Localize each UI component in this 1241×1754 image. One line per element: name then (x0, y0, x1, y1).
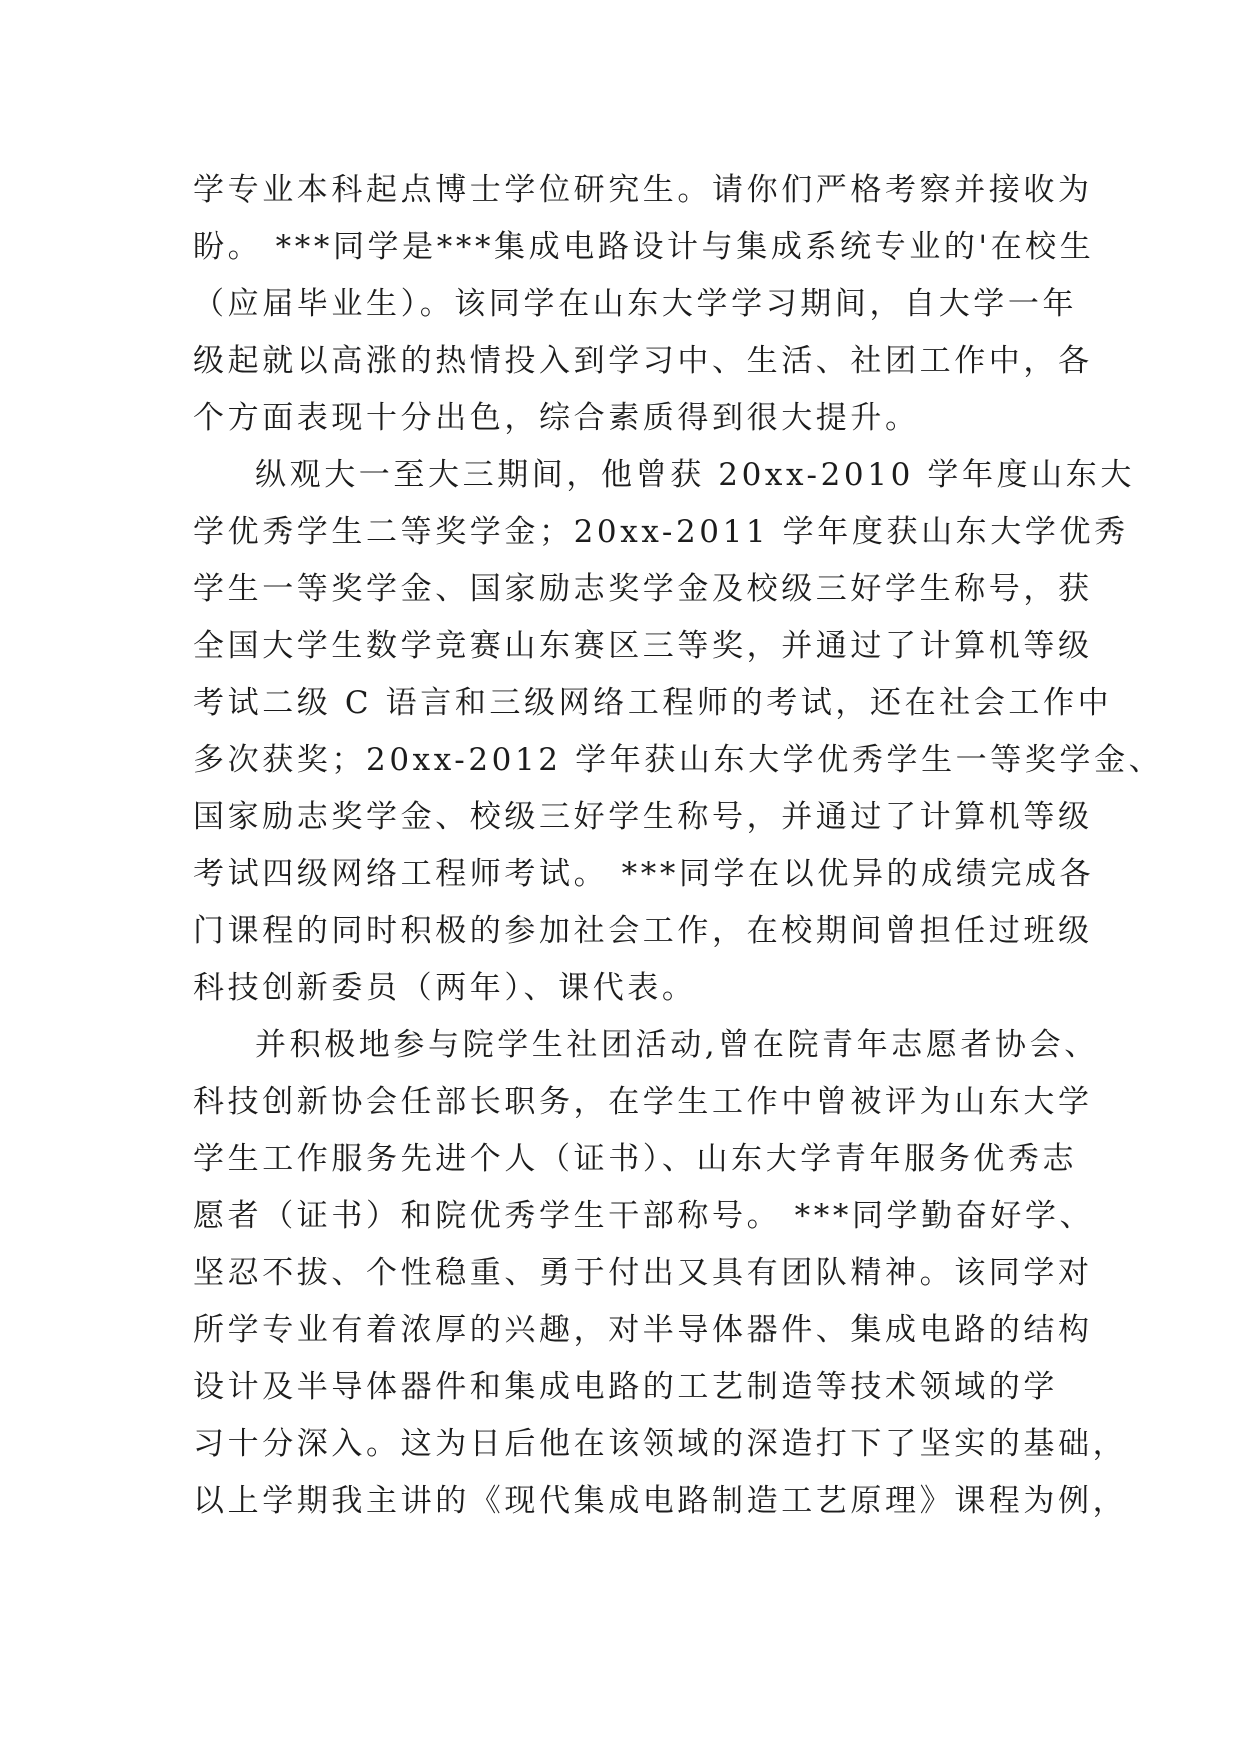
text-line: 愿者（证书）和院优秀学生干部称号。 ***同学勤奋好学、 (193, 1198, 1095, 1234)
text-line: 级起就以高涨的热情投入到学习中、生活、社团工作中，各 (193, 343, 1093, 379)
text-line: 考试四级网络工程师考试。 ***同学在以优异的成绩完成各 (193, 856, 1095, 892)
document-body (193, 162, 1164, 1530)
text-line: 学优秀学生二等奖学金；20xx-2011 学年度获山东大学优秀 (193, 514, 1129, 550)
text-line: 设计及半导体器件和集成电路的工艺制造等技术领域的学 (193, 1369, 1058, 1405)
text-line: 多次获奖；20xx-2012 学年获山东大学优秀学生一等奖学金、 (193, 742, 1164, 778)
text-line: 国家励志奖学金、校级三好学生称号，并通过了计算机等级 (193, 799, 1093, 835)
text-line: 学生工作服务先进个人（证书）、山东大学青年服务优秀志 (193, 1141, 1078, 1177)
text-line: 学生一等奖学金、国家励志奖学金及校级三好学生称号，获 (193, 571, 1093, 607)
text-line: 科技创新委员（两年）、课代表。 (193, 970, 697, 1006)
paragraph-start-line: 纵观大一至大三期间，他曾获 20xx-2010 学年度山东大 (255, 457, 1135, 493)
text-line: 以上学期我主讲的《现代集成电路制造工艺原理》课程为例， (193, 1483, 1128, 1519)
text-line: 所学专业有着浓厚的兴趣，对半导体器件、集成电路的结构 (193, 1312, 1093, 1348)
text-line: 盼。 ***同学是***集成电路设计与集成系统专业的'在校生 (193, 229, 1095, 265)
text-line: 考试二级 C 语言和三级网络工程师的考试，还在社会工作中 (193, 685, 1113, 721)
text-line: 个方面表现十分出色，综合素质得到很大提升。 (193, 400, 920, 436)
text-line: 全国大学生数学竞赛山东赛区三等奖，并通过了计算机等级 (193, 628, 1093, 664)
text-line: 坚忍不拔、个性稳重、勇于付出又具有团队精神。该同学对 (193, 1255, 1093, 1291)
text-line: 学专业本科起点博士学位研究生。请你们严格考察并接收为 (193, 172, 1093, 208)
text-line: 科技创新协会任部长职务，在学生工作中曾被评为山东大学 (193, 1084, 1093, 1120)
text-line: （应届毕业生）。该同学在山东大学学习期间，自大学一年 (193, 286, 1078, 322)
text-line: 习十分深入。这为日后他在该领域的深造打下了坚实的基础， (193, 1426, 1128, 1462)
text-line: 门课程的同时积极的参加社会工作，在校期间曾担任过班级 (193, 913, 1093, 949)
paragraph-start-line: 并积极地参与院学生社团活动,曾在院青年志愿者协会、 (255, 1027, 1099, 1063)
